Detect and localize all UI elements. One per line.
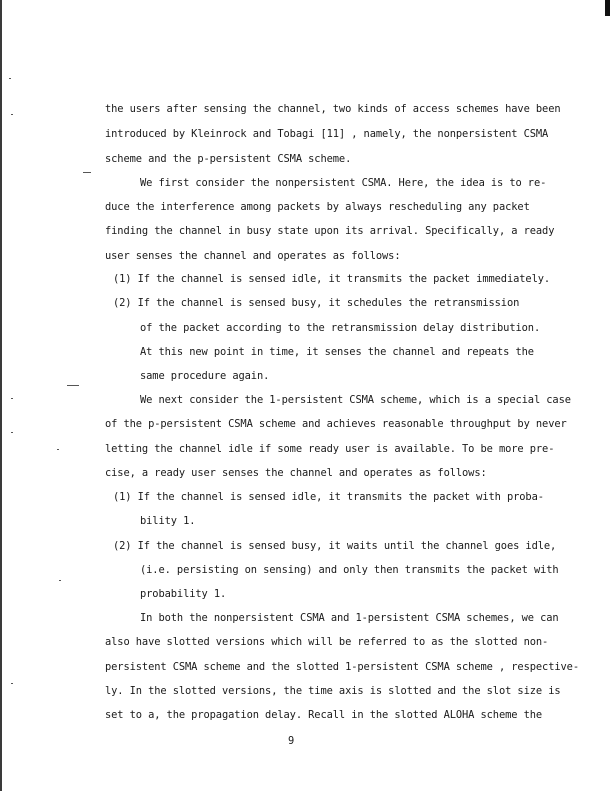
scan-speck <box>59 580 61 581</box>
scan-mark-right <box>605 0 610 16</box>
text-line: introduced by Kleinrock and Tobagi [11] , namely, the nonpersistent CSMA <box>105 128 549 140</box>
list-item: (1) If the channel is sensed idle, it transmits the packet with proba- <box>113 491 544 503</box>
text-line: In both the nonpersistent CSMA and 1-persistent CSMA schemes, we can <box>140 612 559 624</box>
text-line: the users after sensing the channel, two kinds of access schemes have been <box>105 103 561 115</box>
text-line: ly. In the slotted versions, the time axis is slotted and the slot size is <box>105 685 561 697</box>
list-item: (1) If the channel is sensed idle, it transmits the packet immediately. <box>113 273 551 285</box>
text-line: At this new point in time, it senses the channel and repeats the <box>140 346 534 358</box>
text-line: user senses the channel and operates as follows: <box>105 250 401 262</box>
text-line: (i.e. persisting on sensing) and only then transmits the packet with <box>140 564 559 576</box>
scan-speck <box>11 114 13 115</box>
text-line: probability 1. <box>140 588 227 600</box>
text-line: bility 1. <box>140 515 196 527</box>
scan-speck <box>9 78 11 79</box>
scan-speck <box>83 172 91 173</box>
page-number: 9 <box>288 735 295 747</box>
scan-speck <box>11 683 13 684</box>
text-line: cise, a ready user senses the channel and operates as follows: <box>105 467 487 479</box>
text-line: We first consider the nonpersistent CSMA. Here, the idea is to re- <box>140 177 547 189</box>
list-item: (2) If the channel is sensed busy, it waits until the channel goes idle, <box>113 540 557 552</box>
text-line: persistent CSMA scheme and the slotted 1-persistent CSMA scheme , respective- <box>105 661 579 673</box>
text-line: scheme and the p-persistent CSMA scheme. <box>105 153 352 165</box>
text-line: of the p-persistent CSMA scheme and achieves reasonable throughput by never <box>105 418 567 430</box>
text-line: same procedure again. <box>140 370 270 382</box>
text-line: also have slotted versions which will be referred to as the slotted non- <box>105 636 549 648</box>
scan-speck <box>11 398 13 399</box>
text-line: of the packet according to the retransmission delay distribution. <box>140 322 541 334</box>
scan-edge-left <box>0 0 2 791</box>
text-line: We next consider the 1-persistent CSMA scheme, which is a special case <box>140 394 571 406</box>
text-line: duce the interference among packets by always rescheduling any packet <box>105 201 530 213</box>
scan-speck <box>57 449 59 450</box>
scan-speck <box>67 385 79 386</box>
text-line: letting the channel idle if some ready user is available. To be more pre- <box>105 443 555 455</box>
text-line: set to a, the propagation delay. Recall in the slotted ALOHA scheme the <box>105 709 543 721</box>
text-line: finding the channel in busy state upon its arrival. Specifically, a ready <box>105 225 555 237</box>
list-item: (2) If the channel is sensed busy, it schedules the retransmission <box>113 297 520 309</box>
scan-speck <box>11 432 13 433</box>
